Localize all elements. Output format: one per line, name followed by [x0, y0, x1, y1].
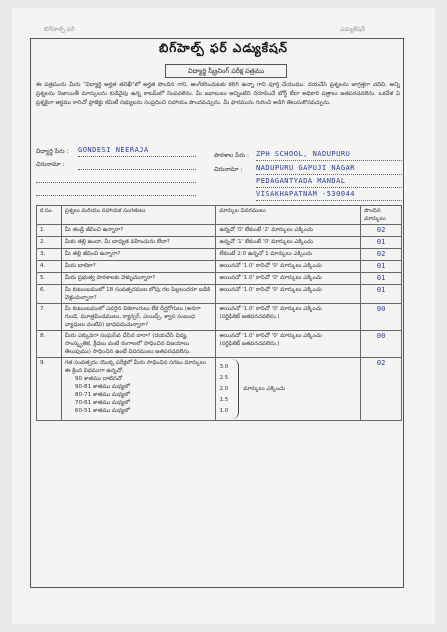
- table-header: [37, 206, 402, 225]
- row-marks-obtained: [361, 273, 402, 285]
- address-line-2: [36, 182, 196, 183]
- row-serial: 2.: [37, 237, 62, 249]
- row-serial: 7.: [37, 304, 62, 331]
- marks-option-text: (సర్టిఫికెట్ జతపరచవలెను.): [219, 314, 280, 320]
- form-subtitle: విద్యార్థి స్క్రీనింగ్ పరీక్ష పత్రము: [165, 64, 287, 78]
- table-row: [37, 249, 402, 261]
- address-line-3: [36, 195, 196, 196]
- table-row: [37, 331, 402, 358]
- address-line-1: [78, 169, 196, 170]
- handwritten-marks: 00: [376, 332, 386, 340]
- marks-option-text: అయినచో '1.0' కానిచో '0' మార్కులు ఎక్కించు: [219, 333, 322, 339]
- row-marks-obtained: [361, 285, 402, 304]
- row-marks-details: [216, 358, 361, 421]
- row-marks-obtained: [361, 249, 402, 261]
- marks-option-text: లేకుంటే 2.0 ఉన్నచో 1 మార్కులు ఎక్కించు: [219, 251, 313, 257]
- row-marks-details: [216, 261, 361, 273]
- faint-text-left: బిగ్‌హెల్ప్ ఫర్: [44, 26, 75, 33]
- row-marks-details: [216, 285, 361, 304]
- marks-scale: [219, 359, 357, 419]
- marks-option-text: ఉన్నచో '0' లేకుంటే '2' మార్కులు ఎక్కించు: [219, 227, 313, 233]
- marks-scale-value: 2.5: [219, 375, 229, 381]
- handwritten-marks: 02: [376, 226, 386, 234]
- handwritten-marks: 01: [376, 274, 386, 282]
- marks-option-text: అయినచో '1.0' కానిచో '0' మార్కులు ఎక్కించు: [219, 287, 322, 293]
- marks-option-text: (సర్టిఫికెట్ జతపరచవలెను.): [219, 341, 280, 347]
- table-row: [37, 273, 402, 285]
- header-marks-obtained: పొందిన మార్కులు: [361, 206, 402, 225]
- row-serial: 6.: [37, 285, 62, 304]
- row-marks-details: [216, 304, 361, 331]
- school-name-value: ZPH SCHOOL, NADUPURU: [256, 150, 351, 158]
- handwritten-marks: 02: [376, 359, 386, 367]
- school-address-line-1: NADUPURU GAPUJI NAGAR: [256, 164, 356, 172]
- brace-shape: [232, 359, 239, 419]
- row-question: మీ తల్లి జీవించి ఉన్నారా?: [61, 249, 216, 261]
- row-serial: 4.: [37, 261, 62, 273]
- marks-scale-value: 2.0: [219, 386, 229, 392]
- row-marks-details: [216, 237, 361, 249]
- score-range-item: 90-81 శాతము మధ్యలో: [74, 384, 130, 390]
- row-marks-details: [216, 225, 361, 237]
- handwritten-marks: 02: [376, 250, 386, 258]
- marks-option-text: అయినచో '1.0' కానిచో '0' మార్కులు ఎక్కించు: [219, 263, 322, 269]
- row-marks-obtained: [361, 237, 402, 249]
- header-marks-details: మార్కుల వివరములు: [216, 206, 361, 225]
- score-range-item: 80-71 శాతము మధ్యలో: [74, 392, 130, 398]
- handwritten-marks: 01: [376, 262, 386, 270]
- score-range-item: 70-61 శాతము మధ్యలో: [74, 400, 130, 406]
- form-title: బిగ్‌హెల్ప్ ఫర్ ఎడ్యుకేషన్: [159, 41, 288, 55]
- row-marks-details: [216, 331, 361, 358]
- table-row: [37, 304, 402, 331]
- row-serial: 3.: [37, 249, 62, 261]
- row-serial: 9.: [37, 358, 62, 421]
- row-serial: 5.: [37, 273, 62, 285]
- marks-scale-value: 1.5: [219, 397, 229, 403]
- row-marks-details: [216, 273, 361, 285]
- marks-scale-value: 3.0: [219, 364, 229, 370]
- school-address-underline-3: [256, 200, 402, 201]
- school-address-underline-1: [256, 174, 402, 175]
- row-serial: 1.: [37, 225, 62, 237]
- handwritten-marks: 01: [376, 238, 386, 246]
- address-label: చిరునామా :: [36, 161, 65, 168]
- row-serial: 8.: [37, 331, 62, 358]
- row-marks-obtained: [361, 261, 402, 273]
- score-range-item: 60-51 శాతము మధ్యలో: [74, 408, 130, 414]
- marks-scale-note: మార్కులు ఎక్కించు: [243, 386, 286, 392]
- school-address-underline-2: [256, 187, 402, 188]
- header-question: ప్రశ్నలు మరియు సహాయక సంగతులు: [61, 206, 216, 225]
- header-serial: క.సం.: [37, 206, 62, 225]
- table-row: [37, 261, 402, 273]
- table-row: [37, 285, 402, 304]
- handwritten-marks: 00: [376, 305, 386, 313]
- row-question: మీకు తల్లి ఉందా, మీ బాధ్యత వహించును లేదా?: [61, 237, 216, 249]
- student-name-label: విద్యార్థి పేరు :: [36, 148, 69, 155]
- marks-scale-values: [219, 363, 228, 415]
- school-name-line: [256, 160, 402, 161]
- row-marks-obtained: [361, 225, 402, 237]
- school-address-line-3: VISAKHAPATNAM -530044: [256, 190, 356, 198]
- table-row: [37, 358, 402, 421]
- table-row: [37, 237, 402, 249]
- row-marks-obtained: [361, 304, 402, 331]
- marks-option-text: అయినచో '1.0' కానిచో '0' మార్కులు ఎక్కించు: [219, 306, 322, 312]
- row-question: [61, 358, 216, 421]
- row-question: మీరు ప్రభుత్వ పాఠశాలకు వెళ్ళుచున్నారా?: [61, 273, 216, 285]
- marks-option-text: అయినచో '1.0' కానిచో '0' మార్కులు ఎక్కించు: [219, 275, 322, 281]
- marks-scale-value: 1.0: [219, 408, 229, 414]
- school-address-label: చిరునామా :: [214, 166, 243, 173]
- row-marks-obtained: [361, 358, 402, 421]
- instructions-paragraph: ఈ పత్రమును మీరు "విద్యార్థి అర్హత తనిఖీ"లో అర్హత పొందిన గాని, అంగీకరించుటకు కలిగి ఉన్నా గాని పూర్తి చేయుము. దయచేసి ప్రశ్నలను జాగ్రత్తగా చదివి, అన్ని ప్రశ్నలను నిజాయితీ మార్కులను కుడివైపు ఉన్న కాలమ్‌లో నింపవలెను. మీ జవాబులు అన్నింటిని నిరూపించే బోర్డ్ లేదా అధికారి పత్రాలు జతపరచవలెను. ఒకవేళ ఏ ప్రశ్నకైనా అర్థము కానిచో ప్రాజెక్టు కమిటీ సభ్యులను సంప్రదించి సహాయం పొందవచ్చును. మీ ఫారమును గురించి అడిగి తెలుసుకొనవచ్చును.: [36, 82, 400, 107]
- score-range-item: 90 శాతము దాటినచో: [74, 376, 123, 382]
- screening-table: [36, 205, 402, 421]
- faint-text-right: ఎడ్యుకేషన్: [340, 26, 366, 33]
- marks-option-text: ఉన్నచో '1' లేకుంటే '0' మార్కులు ఎక్కించు: [219, 239, 313, 245]
- school-address-line-2: PEDAGANTYADA MANDAL: [256, 177, 346, 185]
- row-question: మీరు ఎక్కువగా సంఘసేవ చేసిన వారా? (దయచేసి విద్య, సాంస్కృతిక, క్రీడలు వంటి రంగాలలో సాధించిన విజయాలు తెలుపుము) సాధించిన ఉంటే వివరములు జతపరచవలెను.: [61, 331, 216, 358]
- row-question-text: గత సంవత్సరం యొక్క పరీక్షలో మీరు సాధించిన సగటు మార్కులు ఈ క్రింద విధముగా ఉన్నచో:: [64, 360, 206, 374]
- row-question: మీ తండ్రి జీవించి ఉన్నారా?: [61, 225, 216, 237]
- school-name-label: పాఠశాల పేరు :: [214, 152, 250, 159]
- row-marks-details: [216, 249, 361, 261]
- row-marks-obtained: [361, 331, 402, 358]
- row-question: మీ కుటుంబములో 18 సంవత్సరముల లోపు గల పిల్లలందరూ బడికి వెళ్లుచున్నారా?: [61, 285, 216, 304]
- handwritten-marks: 01: [376, 286, 386, 294]
- student-name-line: [78, 156, 196, 157]
- row-question: మీ కుటుంబములో ఎవరైన వికలాంగులు లేక దీర్ఘరోగులు (అనగా గుండె, మూత్రపిండములు, క్యాన్సర్, ఎయిడ్స్, శ్వాస సంబంధ వ్యాధులు వంటివి) భాధపడుచున్నారా?: [61, 304, 216, 331]
- row-question: మీరు బాలికా?: [61, 261, 216, 273]
- student-name-value: GONDESI NEERAJA: [78, 146, 149, 154]
- table-row: [37, 225, 402, 237]
